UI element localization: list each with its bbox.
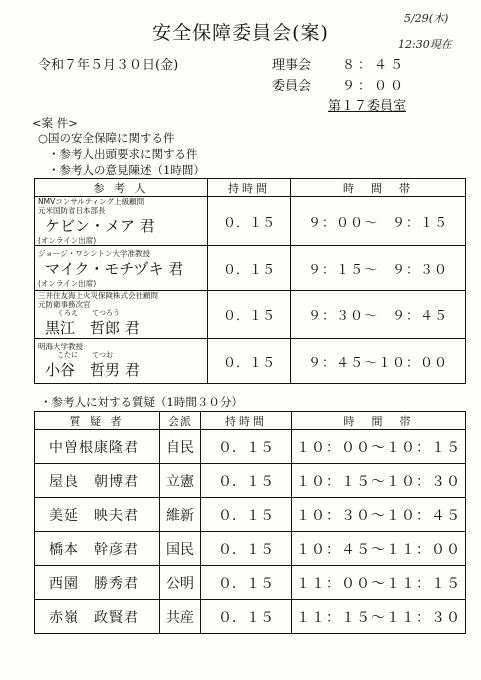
agenda-heading: <案 件> bbox=[32, 116, 78, 130]
agenda-subitem-summons: ・参考人出頭要求に関する件 bbox=[48, 147, 198, 161]
header-duration: 持時間 bbox=[208, 179, 291, 197]
table-row bbox=[35, 197, 466, 246]
witness-name: ケビン・メア 君 bbox=[45, 217, 155, 235]
table-row bbox=[35, 566, 466, 600]
question-table bbox=[34, 411, 466, 634]
witness-timeslot: ９：３０〜 ９：４５ bbox=[291, 291, 466, 339]
questioner-party: 公明 bbox=[160, 566, 201, 600]
questioner-timeslot: １０：００〜１０：１５ bbox=[292, 430, 466, 464]
questioner-party: 維新 bbox=[160, 498, 201, 532]
questioner-name: 赤嶺 政賢君 bbox=[35, 600, 160, 634]
witness-duration: ０．１５ bbox=[208, 246, 291, 291]
table-row bbox=[35, 430, 466, 464]
questioner-name: 西園 勝秀君 bbox=[35, 566, 160, 600]
questioner-timeslot: １０：４５〜１１：００ bbox=[292, 532, 466, 566]
questioner-duration: ０．１５ bbox=[201, 498, 292, 532]
table-row bbox=[35, 600, 466, 634]
witness-affiliation: ジョージ・ワシントン大学准教授 bbox=[38, 248, 151, 258]
witness-affiliation: 三井住友海上火災保険株式会社顧問 bbox=[38, 291, 158, 300]
questioner-timeslot: １１：００〜１１：１５ bbox=[292, 566, 466, 600]
witness-duration: ０．１５ bbox=[208, 197, 291, 246]
table-row bbox=[35, 532, 466, 566]
questioner-party: 国民 bbox=[160, 532, 201, 566]
questioner-duration: ０．１５ bbox=[201, 600, 292, 634]
questioner-name: 美延 映夫君 bbox=[35, 498, 160, 532]
document-title: 安全保障委員会(案) bbox=[152, 22, 329, 44]
witness-name: 小谷 哲男 君 bbox=[45, 361, 140, 379]
witness-affiliation: NMVコンサルティング上級顧問 bbox=[38, 197, 145, 206]
header-timeslot: 時 間 帯 bbox=[291, 179, 466, 197]
witness-name-reading: くろえ てつろう bbox=[57, 309, 120, 317]
questioner-timeslot: １１：１５〜１１：３０ bbox=[292, 600, 466, 634]
meeting-date: 令和７年５月３０日(金) bbox=[38, 58, 179, 73]
table-row bbox=[35, 339, 466, 384]
rijikai-time: ８：４５ bbox=[342, 58, 407, 73]
witness-cell bbox=[35, 197, 208, 246]
table-row bbox=[35, 291, 466, 339]
witness-duration: ０．１５ bbox=[208, 291, 291, 339]
witness-timeslot: ９：１５〜 ９：３０ bbox=[291, 246, 466, 291]
questioner-duration: ０．１５ bbox=[201, 430, 292, 464]
witness-duration: ０．１５ bbox=[208, 339, 291, 384]
agenda-item: ○国の安全保障に関する件 bbox=[38, 131, 175, 145]
questioner-duration: ０．１５ bbox=[201, 464, 292, 498]
handwritten-time-note: 12:30現在 bbox=[398, 38, 452, 51]
questioner-name: 橋本 幹彦君 bbox=[35, 532, 160, 566]
witness-timeslot: ９：００〜 ９：１５ bbox=[291, 197, 466, 246]
witness-name: マイク・モチヅキ 君 bbox=[45, 259, 184, 278]
witness-cell bbox=[35, 339, 208, 384]
table-row bbox=[35, 464, 466, 498]
witness-name: 黒江 哲郎 君 bbox=[45, 319, 140, 337]
rijikai-label: 理事会 bbox=[272, 58, 312, 73]
witness-note: (オンライン出席) bbox=[38, 236, 97, 245]
witness-note: (オンライン出席) bbox=[38, 278, 97, 288]
table-row bbox=[35, 246, 466, 291]
questioner-duration: ０．１５ bbox=[201, 532, 292, 566]
questioner-timeslot: １０：３０〜１０：４５ bbox=[292, 498, 466, 532]
questioner-name: 屋良 朝博君 bbox=[35, 464, 160, 498]
witness-cell bbox=[35, 291, 208, 339]
header-timeslot: 時 間 帯 bbox=[292, 412, 466, 430]
table-row bbox=[35, 498, 466, 532]
iinkai-time: ９：００ bbox=[342, 79, 407, 94]
questioner-party: 共産 bbox=[160, 600, 201, 634]
questioner-timeslot: １０：１５〜１０：３０ bbox=[292, 464, 466, 498]
header-party: 会派 bbox=[160, 412, 201, 430]
header-witness: 参 考 人 bbox=[35, 179, 208, 197]
witness-affiliation: 元米国防省日本部長 bbox=[38, 206, 106, 215]
questioner-duration: ０．１５ bbox=[201, 566, 292, 600]
witness-affiliation: 明海大学教授 bbox=[38, 342, 83, 351]
witness-affiliation: 元防衛事務次官 bbox=[38, 300, 91, 309]
handwritten-date-note: 5/29(木) bbox=[404, 12, 449, 25]
agenda-subitem-questions: ・参考人に対する質疑（1時間３０分） bbox=[40, 395, 243, 409]
header-questioner: 質 疑 者 bbox=[35, 412, 160, 430]
agenda-subitem-statements: ・参考人の意見陳述（1時間） bbox=[48, 163, 205, 177]
questioner-name: 中曽根康隆君 bbox=[35, 430, 160, 464]
header-duration: 持時間 bbox=[201, 412, 292, 430]
witness-timeslot: ９：４５〜１０：００ bbox=[291, 339, 466, 384]
witness-cell bbox=[35, 246, 208, 291]
witness-name-reading: こたに てつお bbox=[57, 351, 113, 359]
iinkai-label: 委員会 bbox=[272, 79, 312, 94]
questioner-party: 立憲 bbox=[160, 464, 201, 498]
witness-table bbox=[34, 178, 466, 384]
meeting-room: 第１７委員室 bbox=[328, 99, 407, 114]
questioner-party: 自民 bbox=[160, 430, 201, 464]
